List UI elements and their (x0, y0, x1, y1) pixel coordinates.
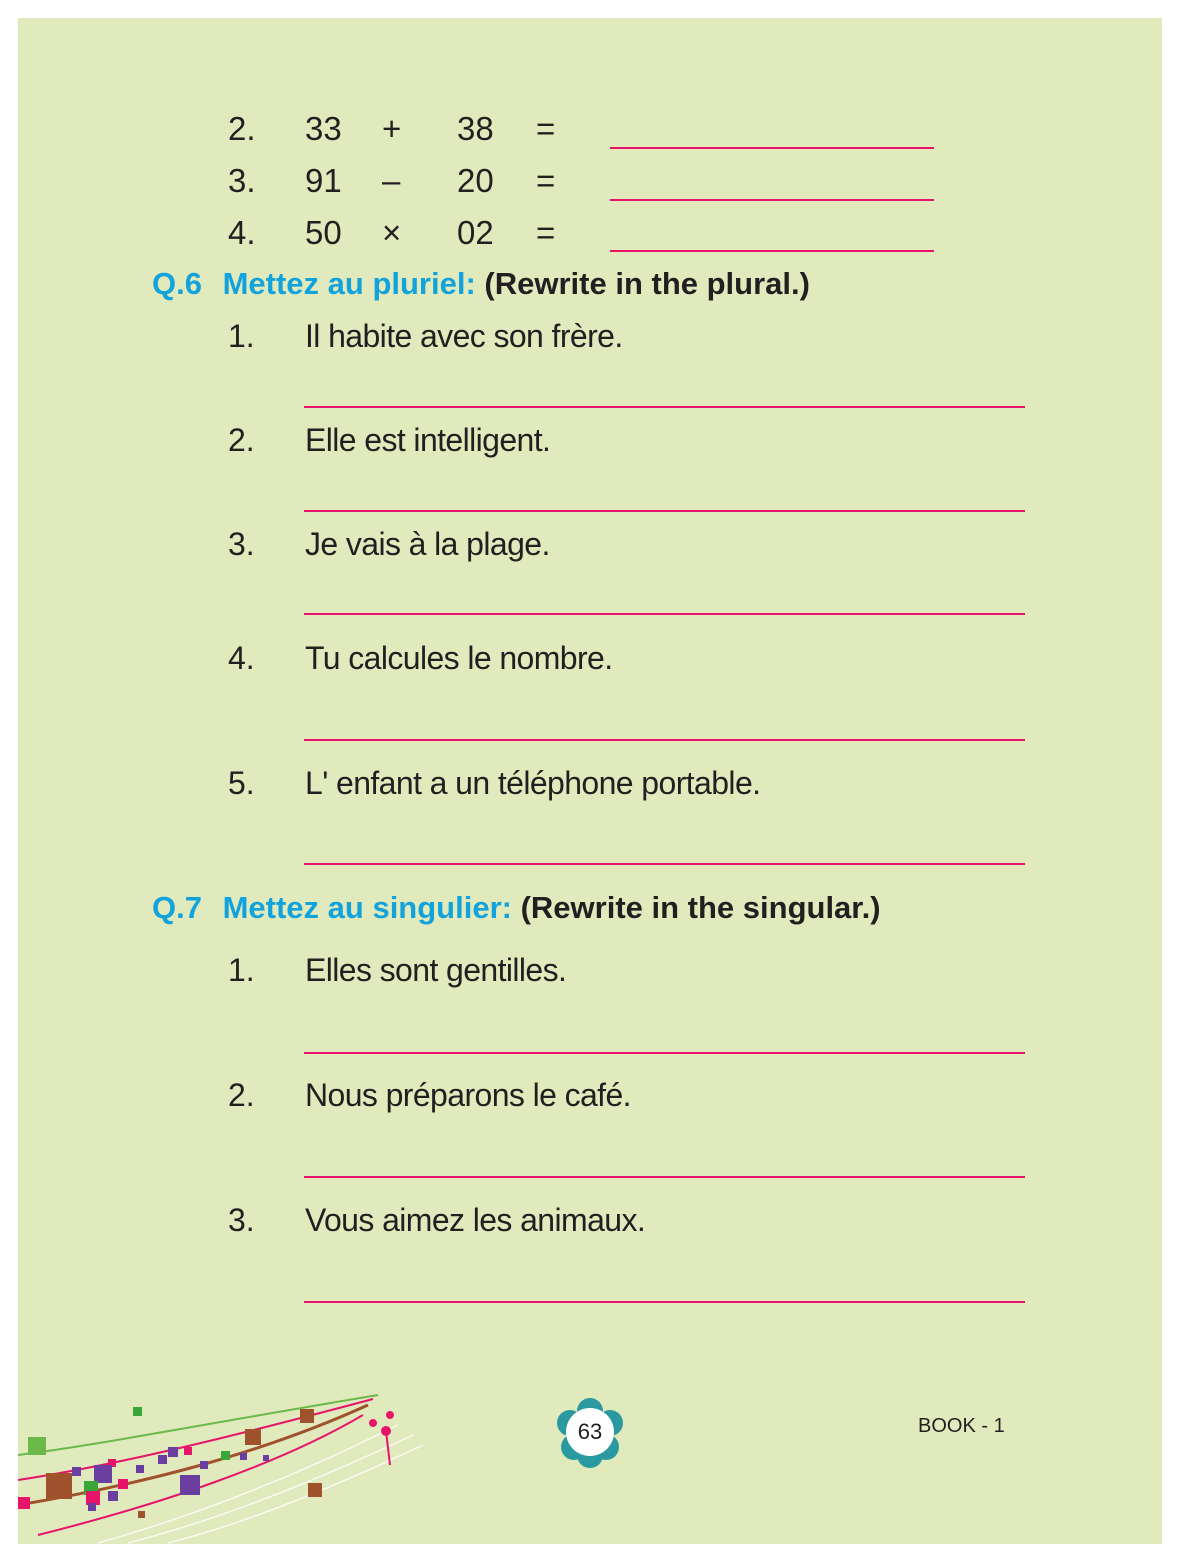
q6-title-en: (Rewrite in the plural.) (484, 266, 810, 301)
math-operand-a: 50 (305, 214, 342, 251)
math-number: 2. (228, 110, 256, 147)
q6-title-fr: Mettez au pluriel: (222, 266, 476, 301)
math-operator: + (382, 110, 402, 147)
item-number: 4. (228, 640, 255, 676)
page-number-badge (554, 1397, 626, 1469)
math-operator: × (382, 214, 402, 251)
q7-number: Q.7 (152, 890, 202, 925)
math-operand-b: 38 (457, 110, 494, 147)
q7-heading (152, 890, 881, 926)
item-sentence: Je vais à la plage. (305, 526, 550, 562)
math-operand-a: 33 (305, 110, 342, 147)
answer-line[interactable] (304, 1301, 1025, 1303)
item-sentence: Elle est intelligent. (305, 422, 551, 458)
math-operator: – (382, 162, 401, 199)
math-number: 4. (228, 214, 256, 251)
math-operand-a: 91 (305, 162, 342, 199)
answer-line[interactable] (304, 406, 1025, 408)
item-number: 3. (228, 1202, 255, 1238)
decorative-swirl-graphic (18, 1385, 428, 1544)
book-label: BOOK - 1 (918, 1415, 1005, 1437)
math-operand-b: 20 (457, 162, 494, 199)
item-sentence: L' enfant a un téléphone portable. (305, 765, 761, 801)
q6-heading (152, 266, 810, 302)
answer-line[interactable] (304, 510, 1025, 512)
answer-line[interactable] (610, 199, 934, 201)
item-number: 3. (228, 526, 255, 562)
q6-number: Q.6 (152, 266, 202, 301)
answer-line[interactable] (304, 1052, 1025, 1054)
math-equals: = (536, 214, 556, 251)
item-sentence: Vous aimez les animaux. (305, 1202, 646, 1238)
item-sentence: Nous préparons le café. (305, 1077, 631, 1113)
answer-line[interactable] (610, 147, 934, 149)
item-number: 1. (228, 952, 255, 988)
answer-line[interactable] (304, 613, 1025, 615)
answer-line[interactable] (304, 739, 1025, 741)
math-equals: = (536, 110, 556, 147)
math-equals: = (536, 162, 556, 199)
q7-title-en: (Rewrite in the singular.) (520, 890, 881, 925)
q7-title-fr: Mettez au singulier: (222, 890, 512, 925)
item-number: 5. (228, 765, 255, 801)
answer-line[interactable] (304, 863, 1025, 865)
item-sentence: Elles sont gentilles. (305, 952, 567, 988)
answer-line[interactable] (304, 1176, 1025, 1178)
answer-line[interactable] (610, 250, 934, 252)
math-operand-b: 02 (457, 214, 494, 251)
item-number: 2. (228, 1077, 255, 1113)
math-number: 3. (228, 162, 256, 199)
item-number: 2. (228, 422, 255, 458)
item-sentence: Il habite avec son frère. (305, 318, 623, 354)
item-number: 1. (228, 318, 255, 354)
item-sentence: Tu calcules le nombre. (305, 640, 613, 676)
page-number: 63 (577, 1419, 603, 1444)
